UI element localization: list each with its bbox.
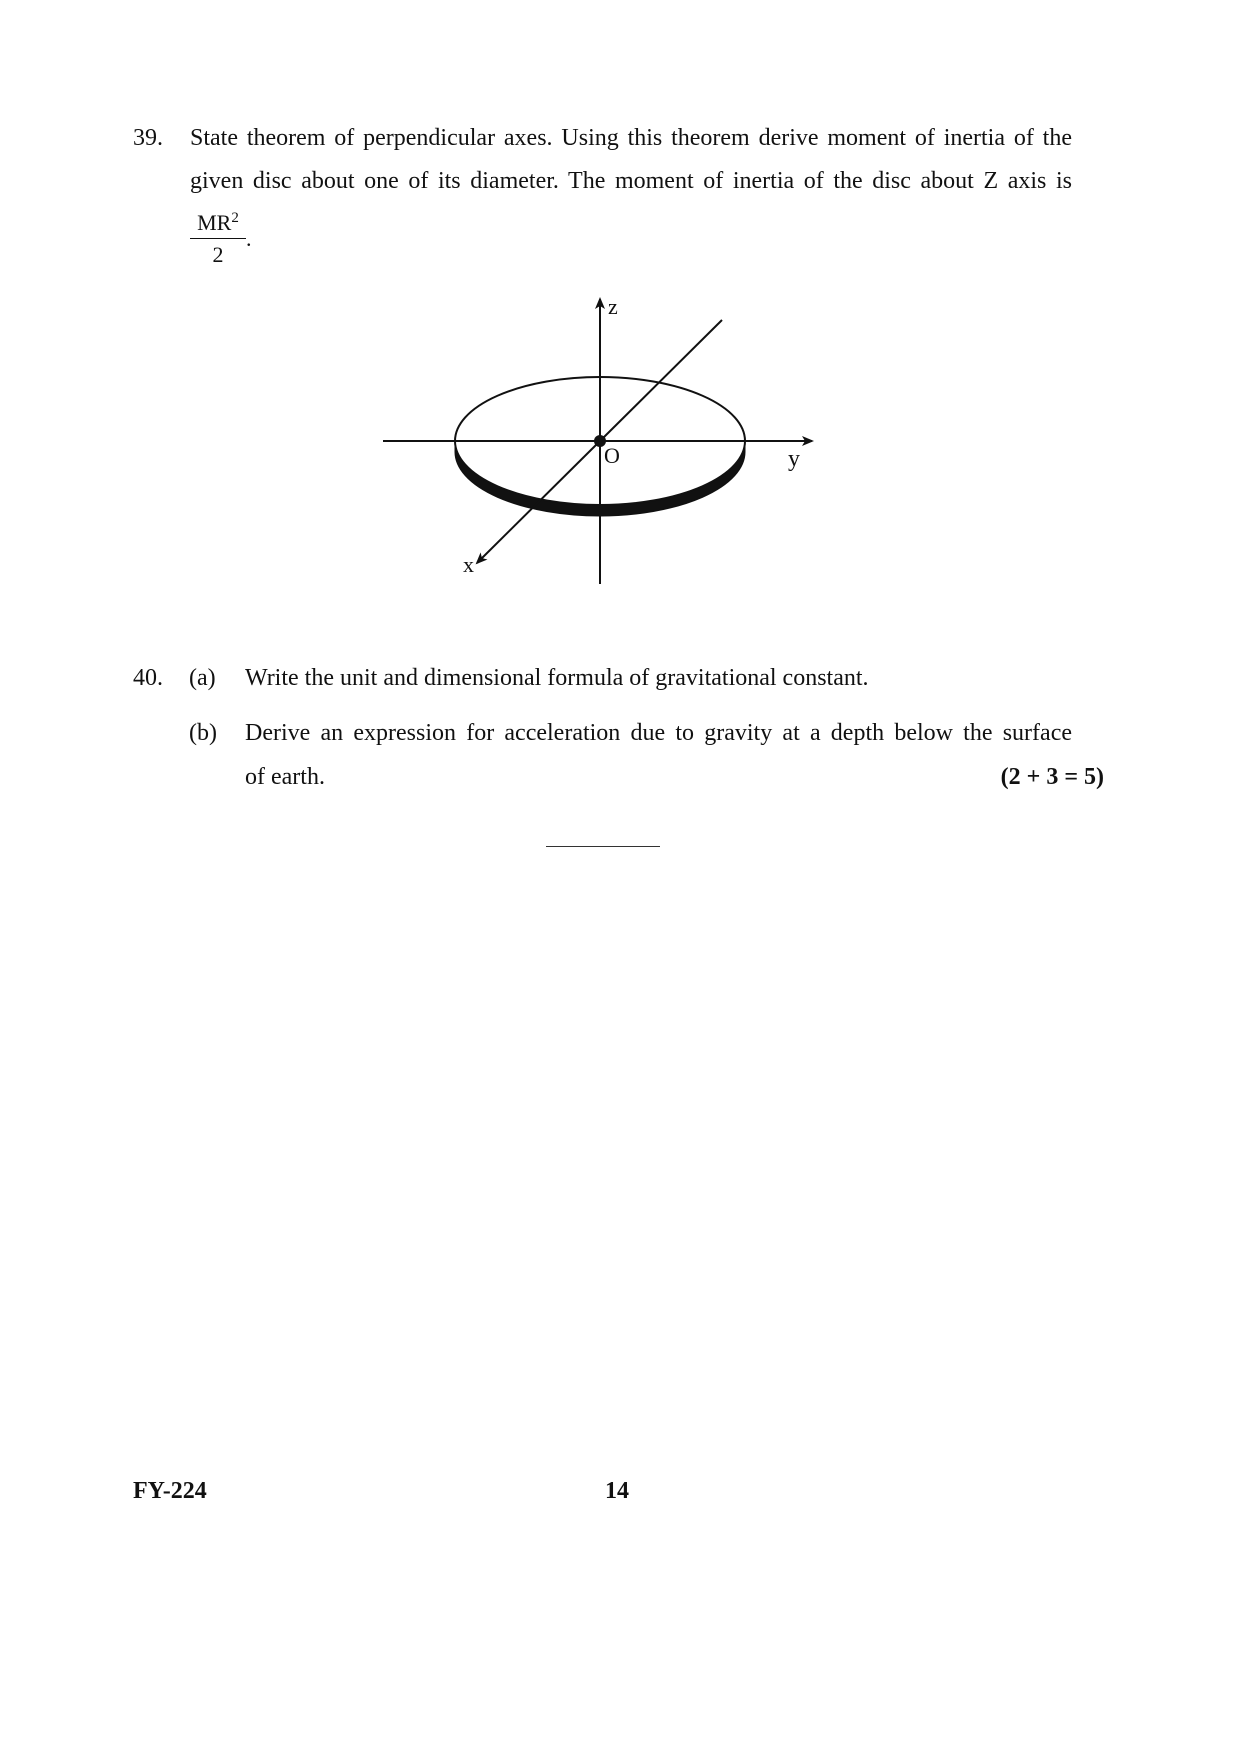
question-39-line-1: State theorem of perpendicular axes. Using this theorem derive moment of inertia of the: [190, 125, 1072, 151]
question-39-number: 39.: [133, 125, 163, 151]
fraction-denominator: 2: [212, 242, 224, 267]
fraction-numerator: [190, 210, 246, 236]
question-40-number: 40.: [133, 665, 163, 691]
end-of-questions-rule: [546, 846, 660, 847]
part-a-text: Write the unit and dimensional formula of gravitational constant.: [245, 665, 869, 691]
fraction-numerator-text: MR: [197, 210, 232, 235]
question-39-line-2: given disc about one of its diameter. The moment of inertia of the disc about Z axis is: [190, 168, 1072, 194]
part-a-label: (a): [189, 665, 216, 691]
page-number: 14: [605, 1478, 629, 1504]
fraction-bar: [190, 238, 246, 239]
disc-axes-diagram: [370, 280, 840, 600]
part-b-line-1: Derive an expression for acceleration due to gravity at a depth below the surface: [245, 720, 1072, 746]
z-axis-label: z: [608, 294, 618, 319]
marks-allocation: (2 + 3 = 5): [1000, 764, 1104, 790]
moment-of-inertia-fraction: [190, 210, 246, 267]
part-b-label: (b): [189, 720, 217, 746]
paper-code: FY-224: [133, 1478, 207, 1504]
part-b-line-2: of earth.: [245, 764, 325, 790]
y-axis-label: y: [788, 446, 800, 472]
x-axis-label: x: [463, 552, 474, 577]
fraction-exponent: 2: [231, 210, 239, 226]
fraction-trailing-dot: .: [246, 226, 252, 251]
origin-label: O: [604, 443, 620, 468]
